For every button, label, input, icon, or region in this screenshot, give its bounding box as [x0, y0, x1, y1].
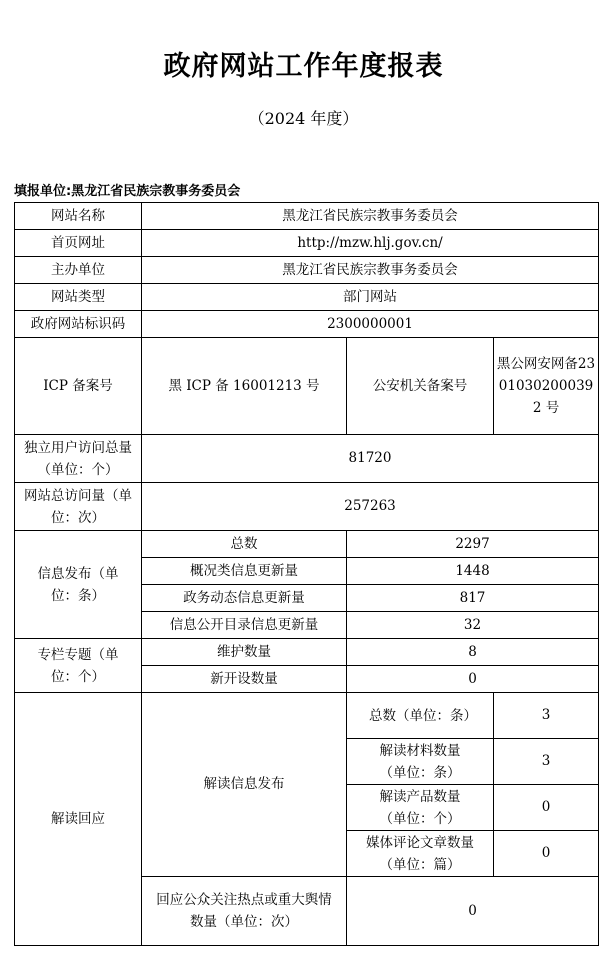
- info-publish-item-label: 概况类信息更新量: [142, 558, 347, 585]
- site-id-label: 政府网站标识码: [15, 311, 142, 338]
- columns-item-value: 0: [347, 666, 599, 693]
- info-publish-item-value: 817: [347, 585, 599, 612]
- sponsor-label: 主办单位: [15, 257, 142, 284]
- report-year: （2024 年度）: [248, 109, 359, 128]
- site-id-value: 2300000001: [142, 311, 599, 338]
- table-row: [15, 531, 599, 558]
- columns-item-label: 维护数量: [142, 639, 347, 666]
- table-row: [15, 257, 599, 284]
- unique-visitors-label: 独立用户访问总量（单位：个）: [15, 435, 142, 483]
- icp-value: 黑 ICP 备 16001213 号: [142, 338, 347, 435]
- info-publish-item-label: 信息公开目录信息更新量: [142, 612, 347, 639]
- response-value: 0: [347, 877, 599, 946]
- interpretation-sub-label: 解读信息发布: [142, 693, 347, 877]
- columns-label: 专栏专题（单位：个）: [15, 639, 142, 693]
- interpretation-item-label: 媒体评论文章数量（单位：篇）: [347, 831, 494, 877]
- table-row: [15, 284, 599, 311]
- table-row: [15, 230, 599, 257]
- table-row: [15, 639, 599, 666]
- interpretation-item-value: 3: [494, 693, 599, 739]
- homepage-label: 首页网址: [15, 230, 142, 257]
- site-name-value: 黑龙江省民族宗教事务委员会: [142, 203, 599, 230]
- icp-label: ICP 备案号: [15, 338, 142, 435]
- info-publish-item-value: 32: [347, 612, 599, 639]
- interpretation-item-label: 总数（单位：条）: [347, 693, 494, 739]
- info-publish-label: 信息发布（单位：条）: [15, 531, 142, 639]
- interpretation-item-label: 解读产品数量（单位：个）: [347, 785, 494, 831]
- interpretation-item-value: 0: [494, 831, 599, 877]
- table-row: [15, 435, 599, 483]
- homepage-value: http://mzw.hlj.gov.cn/: [142, 230, 599, 257]
- report-table: [14, 202, 599, 946]
- total-visits-value: 257263: [142, 483, 599, 531]
- report-title: 政府网站工作年度报表: [163, 51, 444, 82]
- columns-item-value: 8: [347, 639, 599, 666]
- interpretation-item-value: 3: [494, 739, 599, 785]
- unique-visitors-value: 81720: [142, 435, 599, 483]
- police-record-value: 黑公网安网备23010302000392 号: [494, 338, 599, 435]
- response-label: 回应公众关注热点或重大舆情数量（单位：次）: [142, 877, 347, 946]
- interpretation-item-value: 0: [494, 785, 599, 831]
- table-row: [15, 483, 599, 531]
- info-publish-item-value: 2297: [347, 531, 599, 558]
- table-row: [15, 311, 599, 338]
- info-publish-item-value: 1448: [347, 558, 599, 585]
- interpretation-item-label: 解读材料数量（单位：条）: [347, 739, 494, 785]
- total-visits-label: 网站总访问量（单位：次）: [15, 483, 142, 531]
- table-row: [15, 203, 599, 230]
- info-publish-item-label: 政务动态信息更新量: [142, 585, 347, 612]
- site-type-label: 网站类型: [15, 284, 142, 311]
- sponsor-value: 黑龙江省民族宗教事务委员会: [142, 257, 599, 284]
- police-record-label: 公安机关备案号: [347, 338, 494, 435]
- interpretation-label: 解读回应: [15, 693, 142, 946]
- site-type-value: 部门网站: [142, 284, 599, 311]
- reporting-unit: 填报单位:黑龙江省民族宗教事务委员会: [14, 184, 241, 199]
- info-publish-item-label: 总数: [142, 531, 347, 558]
- table-row: [15, 338, 599, 435]
- site-name-label: 网站名称: [15, 203, 142, 230]
- table-row: [15, 693, 599, 739]
- columns-item-label: 新开设数量: [142, 666, 347, 693]
